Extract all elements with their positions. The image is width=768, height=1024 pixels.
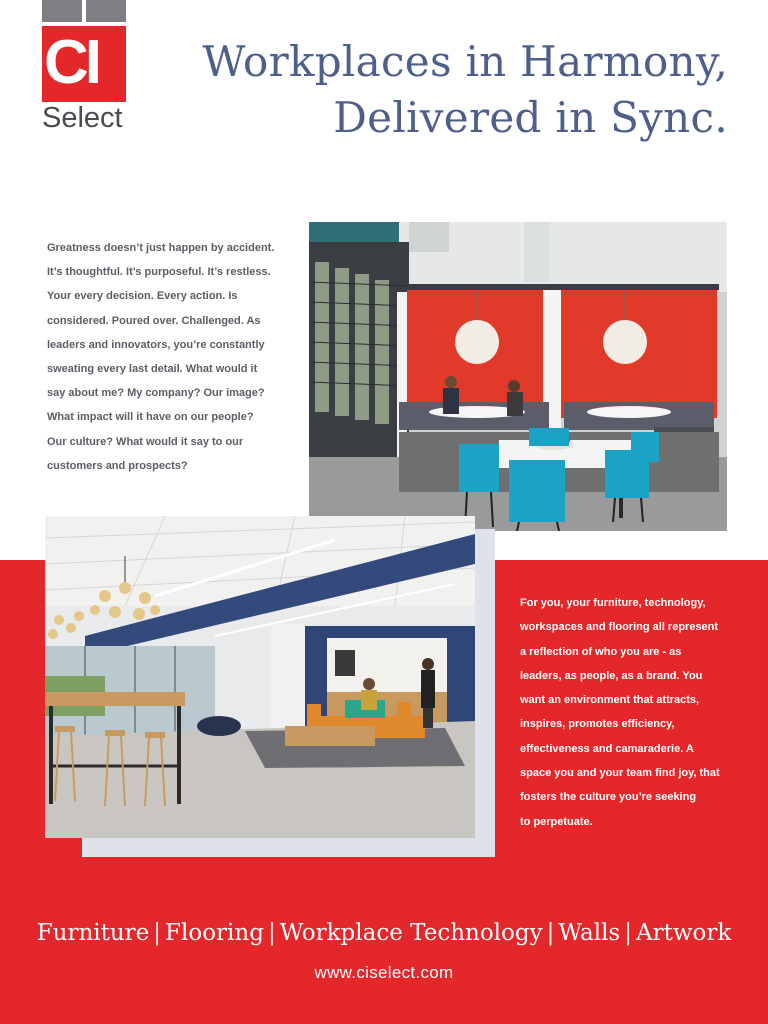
intro-line: sweating every last detail. What would it (47, 363, 258, 376)
service-separator: | (267, 920, 276, 946)
body-line: For you, your furniture, technology, (520, 597, 706, 609)
logo-square-left (42, 0, 82, 22)
service-separator: | (153, 920, 162, 946)
body-paragraph (520, 591, 740, 834)
body-line: workspaces and flooring all represent (520, 621, 719, 634)
intro-line: Your every decision. Every action. Is (47, 290, 238, 303)
intro-line: considered. Poured over. Challenged. As (47, 314, 261, 327)
intro-line: What impact will it have on our people? (47, 411, 254, 424)
body-line: effectiveness and camaraderie. A (520, 742, 694, 755)
intro-line: Greatness doesn’t just happen by accident. (47, 242, 275, 254)
logo-square-right (86, 0, 126, 22)
intro-paragraph (47, 236, 297, 478)
website-url[interactable]: www.ciselect.com (314, 963, 454, 982)
body-line: leaders, as people, as a brand. You (520, 669, 703, 682)
headline (202, 34, 728, 146)
body-line: fosters the culture you’re seeking (520, 791, 697, 804)
cafe-photo (309, 222, 727, 531)
logo-wordmark: Select (42, 102, 123, 134)
company-logo (42, 0, 126, 134)
service-furniture: Furniture (36, 920, 150, 946)
lounge-photo (45, 516, 475, 838)
body-line: want an environment that attracts, (520, 694, 700, 707)
services-list (0, 920, 768, 946)
intro-line: say about me? My company? Our image? (47, 387, 265, 400)
body-line: space you and your team find joy, that (520, 767, 720, 780)
service-artwork: Artwork (635, 920, 732, 946)
intro-line: Our culture? What would it say to our (47, 435, 244, 448)
logo-mark: CI (44, 28, 98, 97)
service-separator: | (624, 920, 632, 946)
service-flooring: Flooring (165, 920, 264, 946)
service-workplace-technology: Workplace Technology (279, 920, 543, 946)
body-line: a reflection of who you are - as (520, 645, 682, 658)
service-walls: Walls (558, 920, 621, 946)
headline-line-2: Delivered in Sync. (333, 93, 728, 142)
intro-line: leaders and innovators, you’re constantly (47, 338, 265, 351)
body-line: inspires, promotes efficiency, (520, 718, 675, 731)
headline-line-1: Workplaces in Harmony, (202, 37, 728, 86)
intro-line: customers and prospects? (47, 459, 188, 472)
body-line: to perpetuate. (520, 815, 593, 828)
intro-line: It’s thoughtful. It’s purposeful. It’s restless. (47, 266, 271, 279)
service-separator: | (546, 920, 555, 946)
